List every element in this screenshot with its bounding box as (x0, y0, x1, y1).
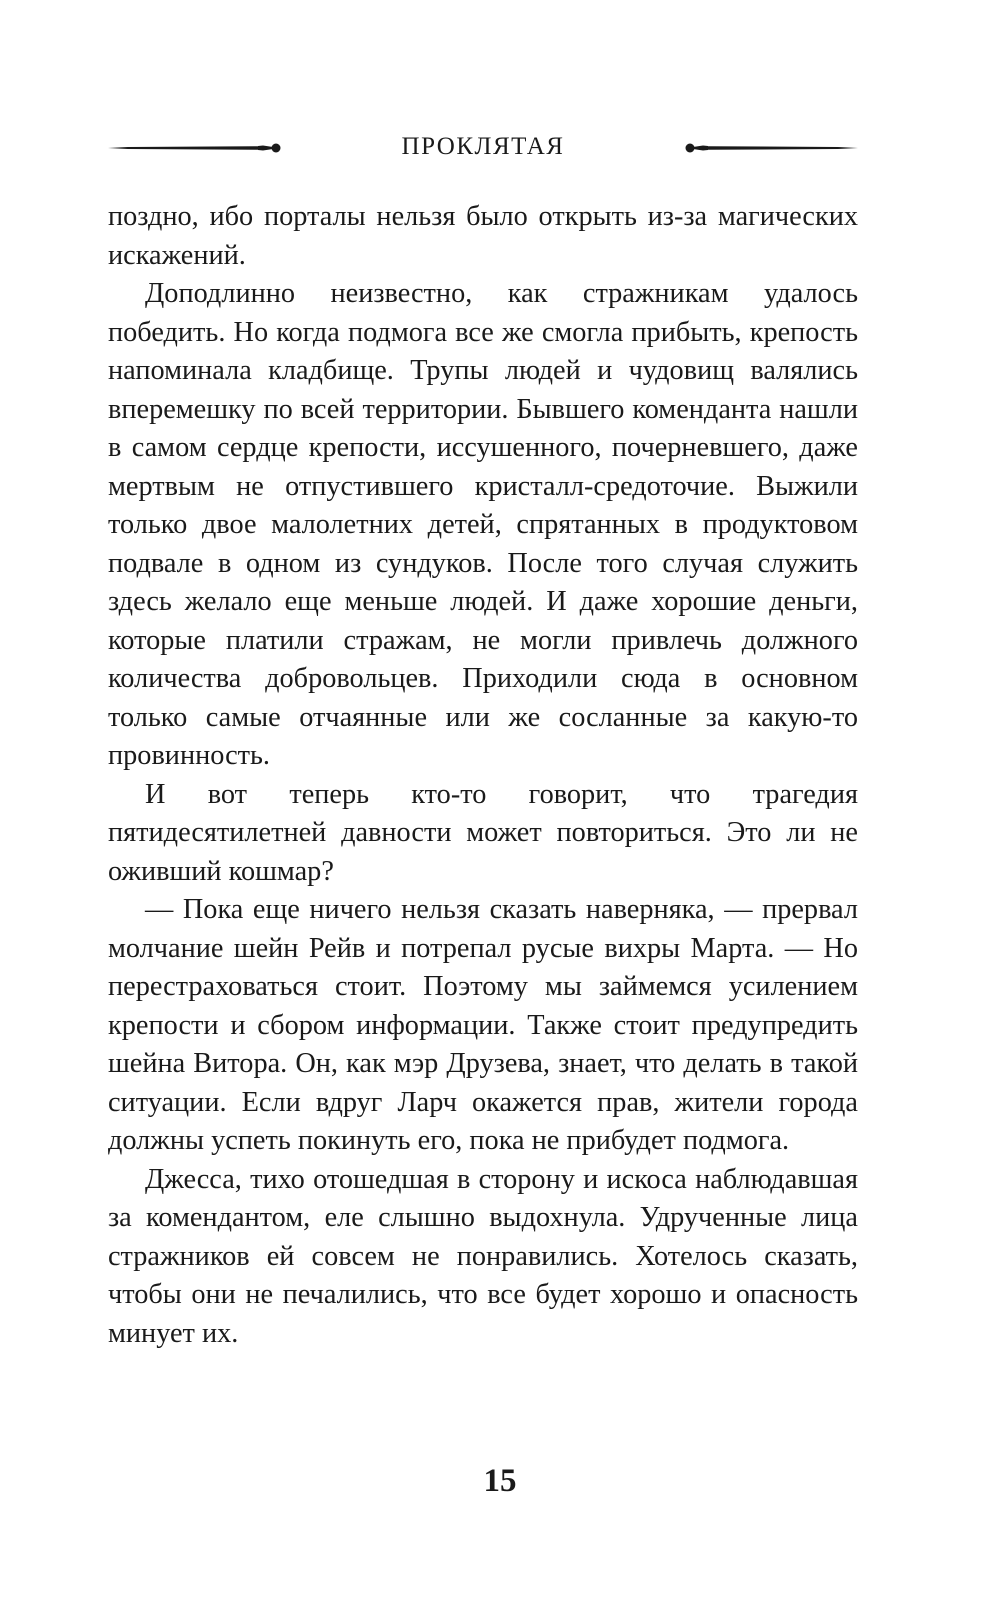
paragraph: — Пока еще ничего нельзя сказать наверняка, — прервал молчание шейн Рейв и потрепал русые вихры Марта. — Но перестраховаться стоит. Поэтому мы займемся усилением крепости и сбором информации. Также стоит предупредить шейна Витора. Он, как мэр Друзева, знает, что делать в такой ситуации. Если вдруг Ларч окажется прав, жители города должны успеть покинуть его, пока не прибудет подмога. (108, 894, 858, 1156)
paragraph: Джесса, тихо отошедшая в сторону и искоса наблюдавшая за комендантом, еле слышно выдохнула. Удрученные лица стражников ей совсем не понравились. Хотелось сказать, чтобы они не печалились, что все будет хорошо и опасность минует их. (108, 1163, 858, 1349)
body-text (108, 198, 858, 1353)
page-number: 15 (483, 1463, 517, 1499)
running-head (108, 128, 858, 168)
ornamental-rule-right (583, 141, 858, 155)
paragraph: Доподлинно неизвестно, как стражникам удалось победить. Но когда подмога все же смогла прибыть, крепость напоминала кладбище. Трупы людей и чудовищ валялись вперемешку по всей территории. Бывшего коменданта нашли в самом сердце крепости, иссушенного, почерневшего, даже мертвым не отпустившего кристалл-средоточие. Выжили только двое малолетних детей, спрятанных в продуктовом подвале в одном из сундуков. После того случая служить здесь желало еще меньше людей. И даже хорошие деньги, которые платили стражам, не могли привлечь должного количества добровольцев. Приходили сюда в основном только самые отчаянные или же сосланные за какую-то провинность. (108, 278, 858, 771)
paragraph: поздно, ибо порталы нельзя было открыть из-за магических искажений. (108, 201, 858, 271)
paragraph: И вот теперь кто-то говорит, что трагедия пятидесятилетней давности может повториться. Это ли не оживший кошмар? (108, 778, 858, 887)
running-head-title: ПРОКЛЯТАЯ (401, 133, 565, 160)
